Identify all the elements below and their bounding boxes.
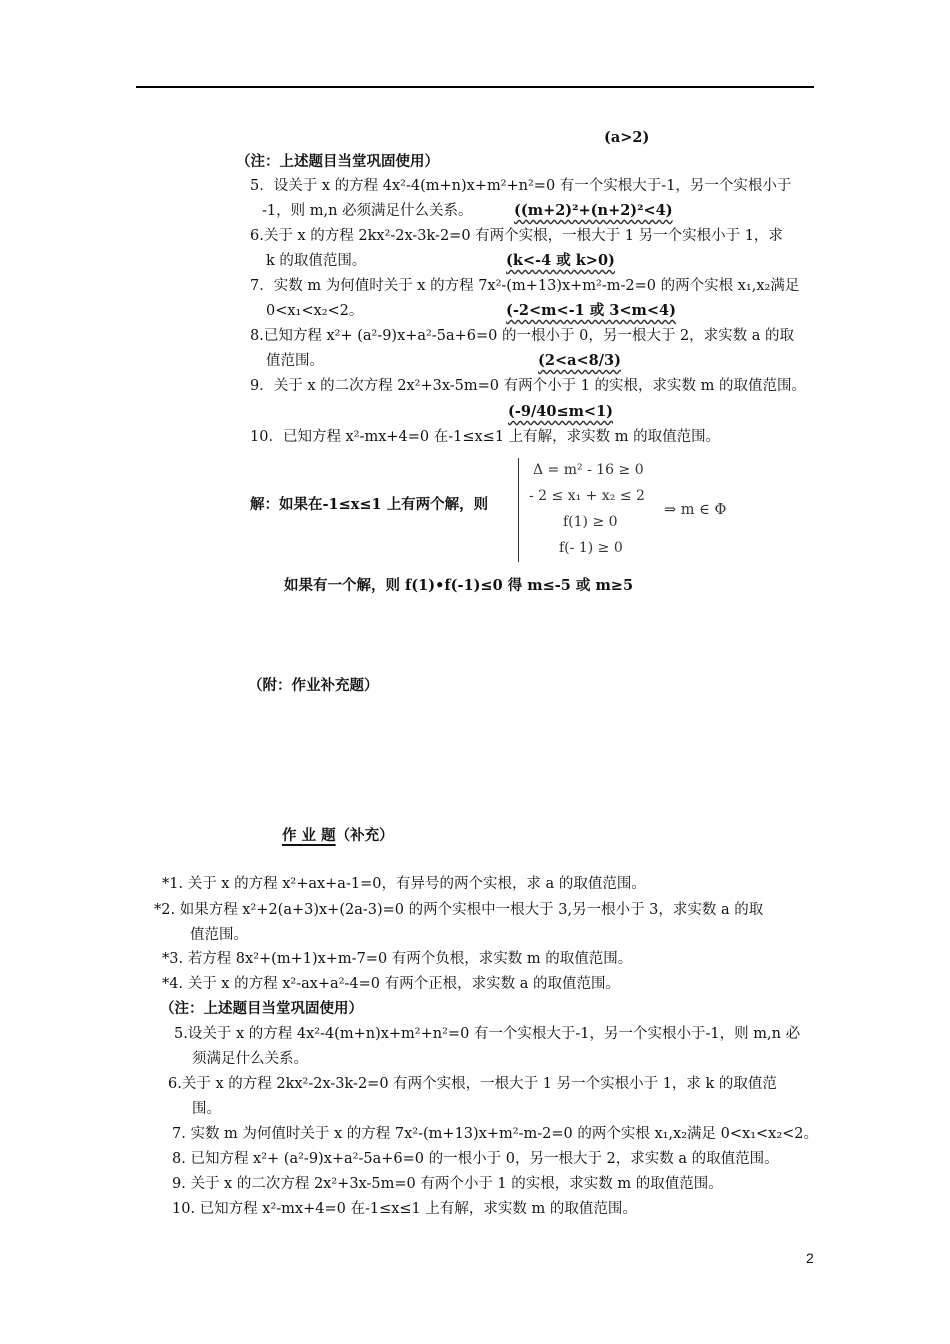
page-number: 2 [806, 1250, 814, 1266]
solution-intro: 解：如果在-1≤x≤1 上有两个解，则 [250, 496, 489, 513]
system-line-2: - 2 ≤ x₁ + x₂ ≤ 2 [529, 488, 645, 504]
hw-note: （注：上述题目当堂巩固使用） [160, 1000, 363, 1017]
q9-answer: (-9/40≤m<1) [508, 403, 614, 420]
q10-line: 10．已知方程 x²-mx+4=0 在-1≤x≤1 上有解，求实数 m 的取值范围。 [250, 429, 721, 445]
equation-system [518, 458, 659, 562]
hw-item-10: 10. 已知方程 x²-mx+4=0 在-1≤x≤1 上有解，求实数 m 的取值范围。 [172, 1201, 637, 1217]
hw-item-8: 8. 已知方程 x²+ (a²-9)x+a²-5a+6=0 的一根小于 0，另一根大于 2，求实数 a 的取值范围。 [172, 1151, 779, 1167]
hw-item-4: *4. 关于 x 的方程 x²-ax+a²-4=0 有两个正根，求实数 a 的取值范围。 [162, 976, 620, 992]
homework-title-main: 作 业 题 [282, 827, 336, 844]
q6-line1: 6.关于 x 的方程 2kx²-2x-3k-2=0 有两个实根，一根大于 1 另一个实根小于 1，求 [250, 228, 783, 244]
system-result: ⇒ m ∈ Φ [664, 502, 727, 518]
q8-line2: 值范围。 [266, 353, 324, 369]
homework-title [282, 826, 394, 846]
q7-answer: (-2<m<-1 或 3<m<4) [506, 302, 676, 319]
solution-one-root: 如果有一个解，则 f(1)•f(-1)≤0 得 m≤-5 或 m≥5 [284, 577, 634, 594]
hw-item-7: 7. 实数 m 为何值时关于 x 的方程 7x²-(m+13)x+m²-m-2=0 的两个实根 x₁,x₂满足 0<x₁<x₂<2。 [172, 1126, 819, 1142]
hw-item-9: 9. 关于 x 的二次方程 2x²+3x-5m=0 有两个小于 1 的实根，求实数 m 的取值范围。 [172, 1176, 723, 1192]
system-line-1: Δ = m² - 16 ≥ 0 [533, 462, 644, 478]
homework-title-suffix: （补充） [335, 827, 394, 844]
hw-item-1: *1. 关于 x 的方程 x²+ax+a-1=0，有异号的两个实根，求 a 的取值范围。 [162, 876, 646, 892]
system-line-3: f(1) ≥ 0 [563, 514, 618, 530]
hw-item-6-line2: 围。 [192, 1101, 221, 1117]
q6-answer: (k<-4 或 k>0) [506, 252, 615, 269]
q9-line: 9．关于 x 的二次方程 2x²+3x-5m=0 有两个小于 1 的实根，求实数 m 的取值范围。 [250, 378, 807, 394]
q8-answer: (2<a<8/3) [538, 352, 621, 369]
hw-item-6-line1: 6.关于 x 的方程 2kx²-2x-3k-2=0 有两个实根，一根大于 1 另一个实根小于 1，求 k 的取值范 [168, 1076, 777, 1092]
q7-line1: 7．实数 m 为何值时关于 x 的方程 7x²-(m+13)x+m²-m-2=0 的两个实根 x₁,x₂满足 [250, 278, 800, 294]
hw-item-5-line2: 须满足什么关系。 [192, 1051, 308, 1067]
answer-prev: (a>2) [604, 129, 650, 146]
q7-line2: 0<x₁<x₂<2。 [266, 303, 364, 319]
hw-item-2-line1: *2. 如果方程 x²+2(a+3)x+(2a-3)=0 的两个实根中一根大于 3,另一根小于 3，求实数 a 的取 [154, 902, 764, 918]
hw-item-5-line1: 5.设关于 x 的方程 4x²-4(m+n)x+m²+n²=0 有一个实根大于-1，另一个实根小于-1，则 m,n 必 [174, 1026, 801, 1042]
q6-line2: k 的取值范围。 [266, 253, 367, 269]
appendix-heading: （附：作业补充题） [248, 677, 379, 694]
header-rule [136, 86, 814, 88]
q5-line2: -1，则 m,n 必须满足什么关系。 [262, 203, 473, 219]
hw-item-2-line2: 值范围。 [190, 927, 248, 943]
hw-item-3: *3. 若方程 8x²+(m+1)x+m-7=0 有两个负根，求实数 m 的取值范围。 [162, 951, 633, 967]
system-line-4: f(- 1) ≥ 0 [559, 540, 623, 556]
note-heading: （注：上述题目当堂巩固使用） [236, 153, 439, 170]
q8-line1: 8.已知方程 x²+ (a²-9)x+a²-5a+6=0 的一根小于 0，另一根大于 2，求实数 a 的取 [250, 328, 795, 344]
q5-answer: ((m+2)²+(n+2)²<4) [514, 202, 673, 219]
q5-line1: 5．设关于 x 的方程 4x²-4(m+n)x+m²+n²=0 有一个实根大于-1，另一个实根小于 [250, 178, 792, 194]
